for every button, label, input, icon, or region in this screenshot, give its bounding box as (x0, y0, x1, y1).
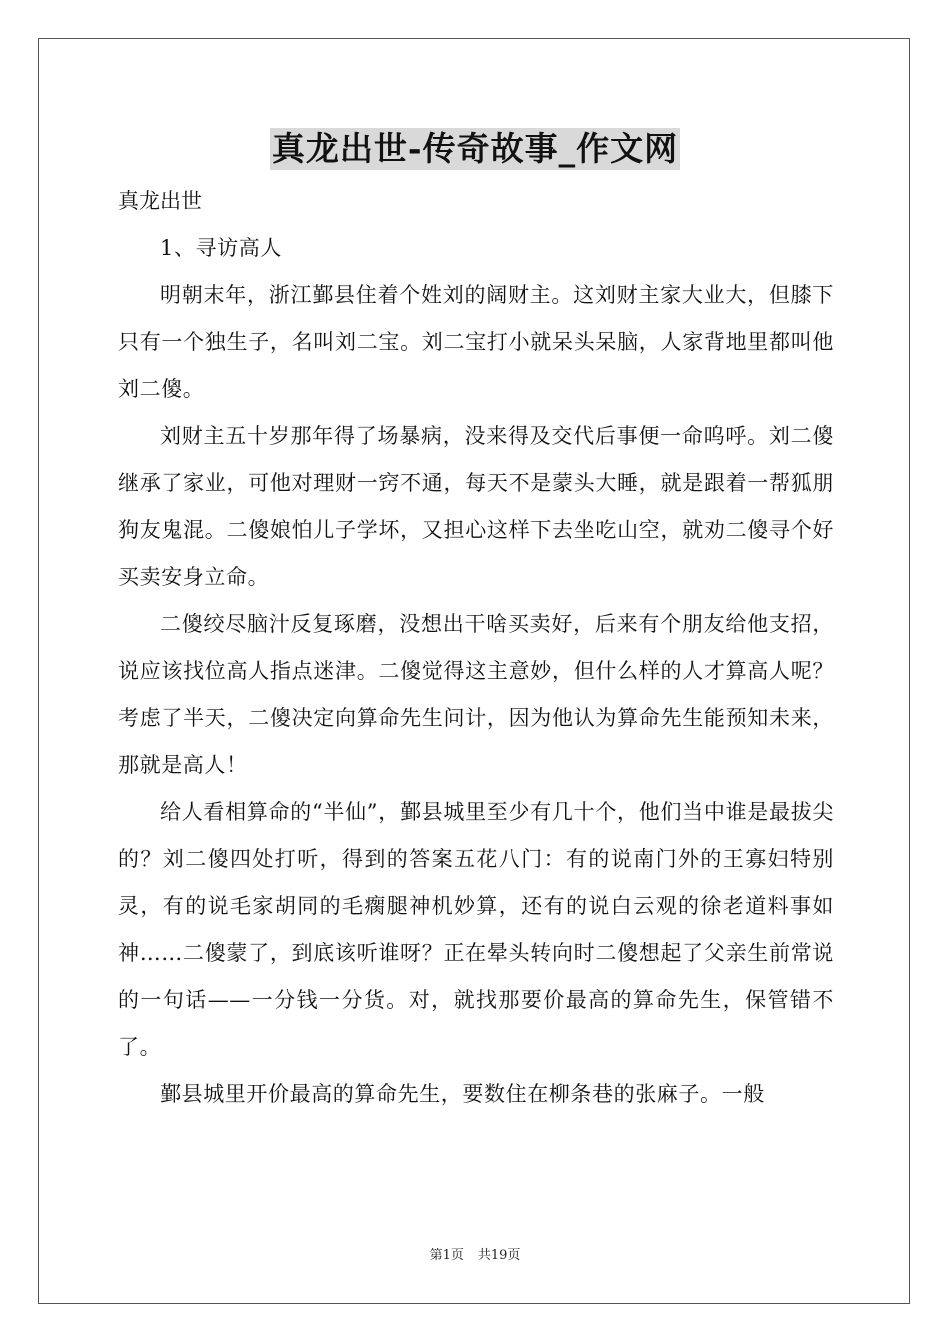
page-number: 第1页 (429, 1248, 464, 1263)
title-container (0, 128, 950, 170)
paragraph: 给人看相算命的“半仙”，鄞县城里至少有几十个，他们当中谁是最拔尖的？刘二傻四处打听，得到的答案五花八门：有的说南门外的王寡妇特别灵，有的说毛家胡同的毛瘸腿神机妙算，还有的说白云观的徐老道料事如神……二傻蒙了，到底该听谁呀？正在晕头转向时二傻想起了父亲生前常说的一句话——一分钱一分货。对，就找那要价最高的算命先生，保管错不了。 (118, 800, 834, 1059)
paragraph: 二傻绞尽脑汁反复琢磨，没想出干啥买卖好，后来有个朋友给他支招，说应该找位高人指点迷津。二傻觉得这主意妙，但什么样的人才算高人呢？考虑了半天，二傻决定向算命先生问计，因为他认为算命先生能预知未来，那就是高人！ (118, 612, 834, 777)
page-total: 共19页 (477, 1248, 521, 1263)
page-footer (0, 1244, 950, 1263)
paragraph: 刘财主五十岁那年得了场暴病，没来得及交代后事便一命呜呼。刘二傻继承了家业，可他对理财一窍不通，每天不是蒙头大睡，就是跟着一帮狐朋狗友鬼混。二傻娘怕儿子学坏，又担心这样下去坐吃山空，就劝二傻寻个好买卖安身立命。 (118, 424, 834, 589)
document-body (118, 178, 834, 1118)
document-title: 真龙出世-传奇故事_作文网 (271, 129, 679, 168)
document-subtitle: 真龙出世 (118, 189, 202, 213)
paragraph: 鄞县城里开价最高的算命先生，要数住在柳条巷的张麻子。一般 (160, 1082, 765, 1106)
paragraph: 明朝末年，浙江鄞县住着个姓刘的阔财主。这刘财主家大业大，但膝下只有一个独生子，名叫刘二宝。刘二宝打小就呆头呆脑，人家背地里都叫他刘二傻。 (118, 283, 834, 401)
section-heading: 1、寻访高人 (160, 236, 282, 260)
